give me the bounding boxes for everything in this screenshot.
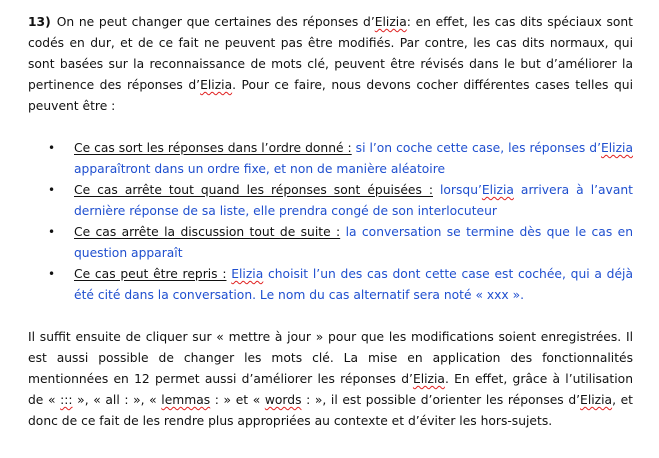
list-item xyxy=(28,264,633,306)
document-page xyxy=(28,12,633,432)
list-item xyxy=(28,222,633,264)
product-name: Elizia xyxy=(412,372,445,386)
product-name: Elizia xyxy=(374,15,407,29)
product-name: Elizia xyxy=(601,141,634,155)
option-term: Ce cas peut être repris : xyxy=(74,267,227,281)
bullet-icon: • xyxy=(48,225,56,239)
option-desc-part: la conversation se termine dès que le cas en question apparaît xyxy=(74,225,633,260)
option-desc-part: lorsqu’ xyxy=(433,183,482,197)
bullet-icon: • xyxy=(48,183,56,197)
intro-text-1: On ne peut changer que certaines des réponses d’ xyxy=(56,15,375,29)
product-name: Elizia xyxy=(231,267,264,281)
option-desc-part: apparaîtront dans un ordre fixe, et non de manière aléatoire xyxy=(74,162,446,176)
intro-text-3: . Pour ce faire, nous devons cocher différentes cases telles qui peuvent être : xyxy=(28,78,633,113)
closing-text-4: : » et « xyxy=(210,393,265,407)
intro-text-2: : en effet, les cas dits spéciaux sont codés en dur, et de ce fait ne peuvent pas être modifiés. Par contre, les cas dits normaux, qui sont basées sur la reconnaissance de mots clé, peuvent être révisés dans le but d’améliorer la pertinence des réponses d’ xyxy=(28,15,633,92)
product-name: Elizia xyxy=(580,393,613,407)
list-item xyxy=(28,138,633,180)
product-name: Elizia xyxy=(200,78,233,92)
option-desc-part: choisit l’un des cas dont cette case est cochée, qui a déjà été cité dans la conversation. Le nom du cas alternatif sera noté « xxx ». xyxy=(74,267,633,302)
closing-text-2: . En effet, grâce à l’utilisation de « xyxy=(28,372,633,407)
option-term: Ce cas arrête la discussion tout de suite : xyxy=(74,225,341,239)
option-desc-part: arrivera à l’avant dernière réponse de sa liste, elle prendra congé de son interlocuteur xyxy=(74,183,633,218)
keyword-triple-colon: ::: xyxy=(60,393,73,407)
closing-text-6: , et donc de ce fait de les rendre plus appropriées au contexte et d’éviter les hors-sujets. xyxy=(28,393,633,428)
list-item xyxy=(28,180,633,222)
closing-text-5: : », il est possible d’orienter les réponses d’ xyxy=(301,393,581,407)
bullet-icon: • xyxy=(48,267,56,281)
option-term: Ce cas arrête tout quand les réponses sont épuisées : xyxy=(74,183,433,197)
option-term: Ce cas sort les réponses dans l’ordre donné : xyxy=(74,141,352,155)
closing-text-1: Il suffit ensuite de cliquer sur « mettre à jour » pour que les modifications soient enregistrées. Il est aussi possible de changer les mots clé. La mise en application des fonctionnalités mentionnées en 12 permet aussi d’améliorer les réponses d’ xyxy=(28,330,633,386)
product-name: Elizia xyxy=(481,183,514,197)
bullet-icon: • xyxy=(48,141,56,155)
intro-paragraph xyxy=(28,12,633,117)
options-list xyxy=(28,138,633,306)
section-number: 13) xyxy=(28,15,51,29)
option-desc-part: si l’on coche cette case, les réponses d’ xyxy=(351,141,601,155)
closing-paragraph xyxy=(28,327,633,432)
closing-text-3: », « all : », « xyxy=(72,393,162,407)
keyword-words: words xyxy=(264,393,302,407)
keyword-lemmas: lemmas xyxy=(161,393,211,407)
